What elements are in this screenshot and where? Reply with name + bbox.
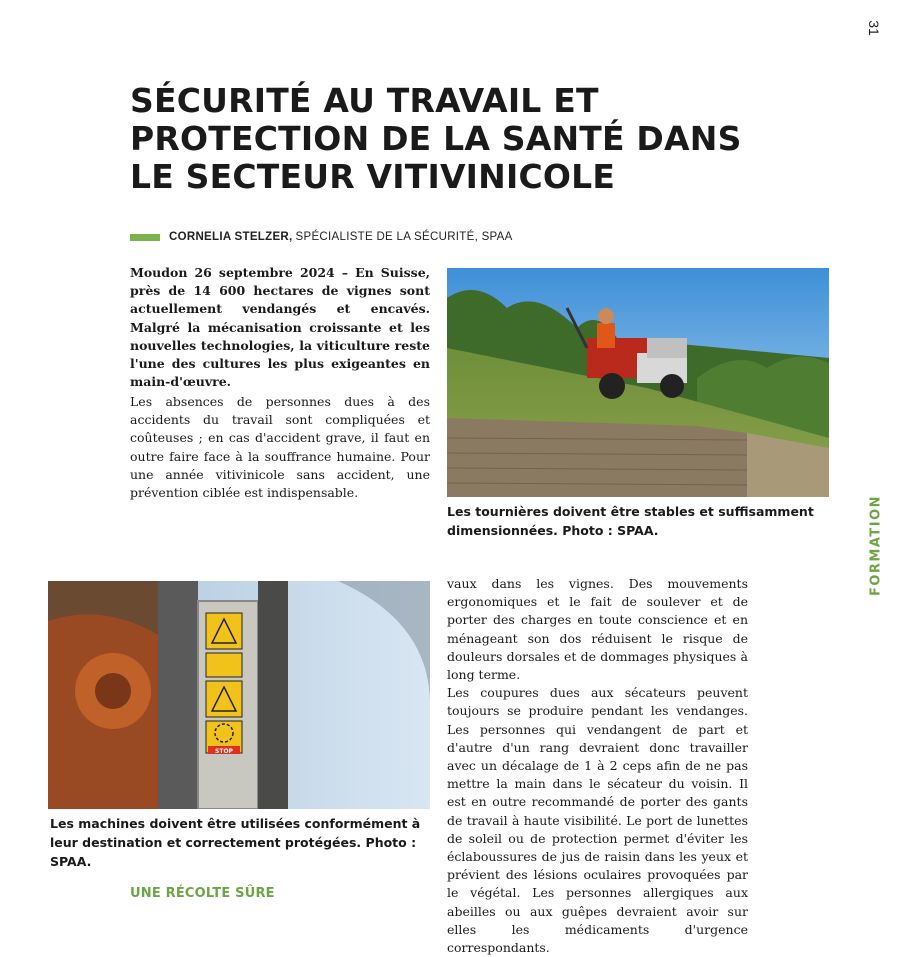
author-name: CORNELIA STELZER, — [169, 231, 293, 243]
stop-sign-text: STOP — [215, 748, 233, 755]
article-title — [130, 82, 750, 196]
machine-photo — [48, 581, 430, 809]
byline — [130, 231, 513, 243]
page-number: 31 — [865, 20, 882, 36]
title-line: LE SECTEUR VITIVINICOLE — [130, 157, 616, 196]
intro-paragraph: Les absences de personnes dues à des accidents du travail sont compliquées et coûteuses ; en cas d'accident grave, il faut en outre faire face à la souffrance humaine. Pour une année vitivinicole sans accident, une prévention ciblée est indispensable. — [130, 394, 430, 501]
section-label: FORMATION — [868, 494, 884, 597]
vineyard-photo — [447, 268, 829, 497]
section-subheading: UNE RÉCOLTE SÛRE — [130, 886, 275, 901]
title-line: SÉCURITÉ AU TRAVAIL ET — [130, 81, 599, 120]
photo2-caption: Les machines doivent être utilisées conformément à leur destination et correctement protégées. Photo : SPAA. — [50, 816, 421, 869]
accent-bar — [130, 234, 160, 241]
title-line: PROTECTION DE LA SANTÉ DANS — [130, 119, 742, 158]
photo1-caption: Les tournières doivent être stables et suffisamment dimensionnées. Photo : SPAA. — [447, 504, 814, 538]
body-column — [447, 575, 748, 957]
lead-paragraph: Moudon 26 septembre 2024 – En Suisse, près de 14 600 hectares de vignes sont actuellement vendangés et encavés. Malgré la mécanisation croissante et les nouvelles technologies, la viticulture reste l'une des cultures les plus exigeantes en main-d'œuvre. — [130, 265, 430, 390]
author-role: SPÉCIALISTE DE LA SÉCURITÉ, SPAA — [295, 231, 513, 243]
body-paragraph: Les coupures dues aux sécateurs peuvent toujours se produire pendant les vendanges. Les personnes qui vendangent de part et d'autre d'un rang devraient donc travailler avec un décalage de 1 à 2 ceps afin de ne pas mettre la main dans le sécateur du voisin. Il est en outre recommandé de porter des gants de travail à haute visibilité. Le port de lunettes de soleil ou de protection permet d'éviter les éclaboussures de jus de raisin dans les yeux et prévient des lésions oculaires provoquées par le végétal. Les personnes allergiques aux abeilles ou aux guêpes devraient avoir sur elles les médicaments d'urgence correspondants. — [447, 685, 748, 956]
body-paragraph: vaux dans les vignes. Des mouvements ergonomiques et le fait de soulever et de porter des charges en toute conscience et en ménageant son dos réduisent le risque de douleurs dorsales et de dommages physiques à long terme. — [447, 576, 748, 683]
